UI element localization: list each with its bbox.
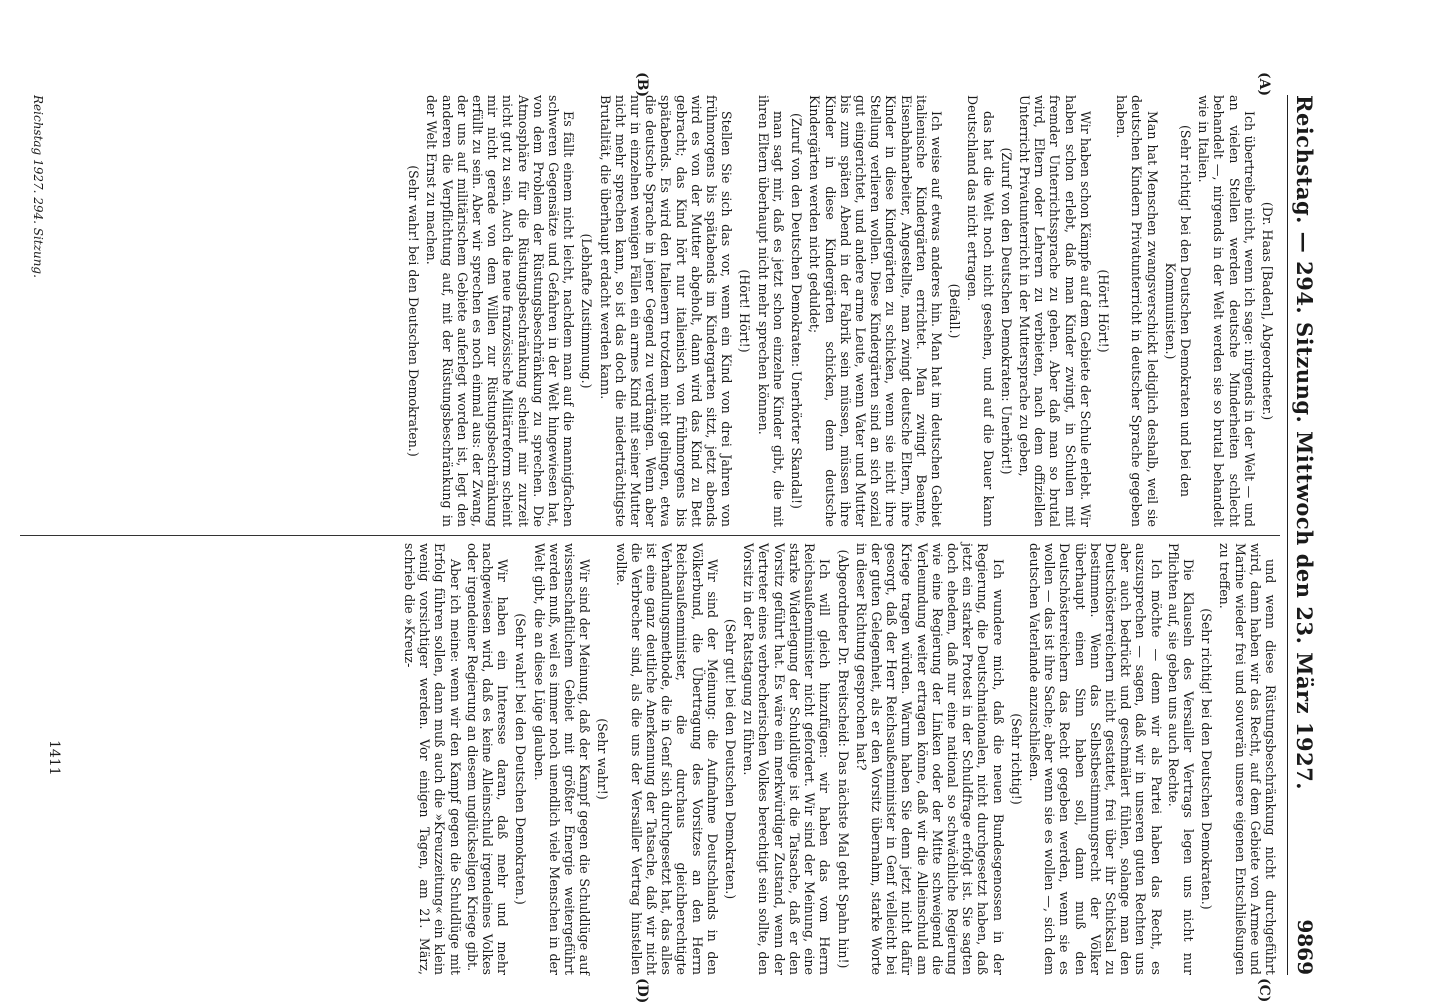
interjection: (Hört! Hört!): [1095, 269, 1111, 353]
paragraph: Wir haben ein Interesse daran, daß mehr und mehr nachgewiesen wird, daß es keine Alleinschuld irgendeines Volkes oder irgendeiner Regierung an diesem unglückseligen Kriege gibt.: [464, 543, 511, 975]
margin-letter-a: (A): [1256, 72, 1272, 97]
paragraph: Wir haben schon Kämpfe auf dem Gebiete der Schule erlebt. Wir haben schon erlebt, daß man Kinder zwingt, in Schulen mit fremder Unterrichtssprache zu gehen. Aber daß man so brutal wird, Eltern oder Lehrern zu verbieten, nach dem offiziellen Unterricht Privatunterricht in der Muttersprache zu geben,: [1016, 95, 1093, 527]
paragraph: Ich wundere mich, daß die neuen Bundesgenossen in der Regierung, die Deutschnationalen, nicht durchgesetzt haben, daß jetzt ein starker Protest in der Schuldfrage erfolgt ist. Sie sagten doch ehedem, daß nur eine national so schwächliche Regierung wie eine Regierung der Linken oder der Mitte schweigend die Verleumdung weiter ertragen könne, daß wir die Alleinschuld am Kriege tragen würden. Warum haben Sie denn jetzt nicht dafür gesorgt, daß der Herr Reichsaußenminister in Genf vielleicht bei der guten Gelegenheit, als er den Vorsitz übernahm, starke Worte in dieser Richtung gesprochen hat?: [853, 543, 1006, 975]
paragraph: Man hat Menschen zwangsverschickt lediglich deshalb, weil sie deutschen Kindern Privatunterricht in deutscher Sprache gegeben haben.: [1114, 95, 1160, 527]
interjection: (Lebhafte Zustimmung.): [579, 233, 595, 389]
page-footer: Reichstag 1927. 294. Sitzung.: [31, 95, 45, 278]
paragraph: Ich übertreibe nicht, wenn ich sage: nirgends in der Welt — und an vielen Stellen werden deutsche Minderheiten schlecht behandelt —, nirgends in der Welt werden sie so brutal behandelt wie in Italien.: [1196, 95, 1257, 527]
margin-letter-b: (B): [634, 72, 650, 98]
margin-letter-d: (D): [634, 978, 650, 1003]
interjection: (Sehr richtig!): [1008, 713, 1024, 805]
interjection: (Dr. Haas [Baden], Abgeordneter.): [1260, 201, 1275, 421]
interjection: (Sehr wahr! bei den Deutschen Demokraten.): [513, 613, 529, 905]
interjection: (Zuruf von den Deutschen Demokraten: Unerhörter Skandal!): [789, 113, 805, 509]
interjection: (Zuruf von den Deutschen Demokraten: Unerhört!): [998, 147, 1014, 475]
paragraph: Wir sind der Meinung, daß der Kampf gegen die Schuldlüge auf wissenschaftlichem Gebiet mit größter Energie weitergeführt werden muß, weil es immer noch unendlich viele Menschen in der Welt gibt, die an diese Lüge glauben.: [531, 543, 593, 975]
paragraph: und wenn diese Rüstungsbeschränkung nicht durchgeführt wird, dann haben wir das Recht, auf dem Gebiete von Armee und Marine wieder frei und souverän unsere eigenen Entschließungen zu treffen.: [1217, 543, 1278, 975]
paragraph: Ich möchte — denn wir als Partei haben das Recht, es auszusprechen — sagen, daß wir in unseren guten Rechten uns aber auch bedrückt und geschmälert fühlen, solange man den Deutschösterreichern nicht gestattet, frei über ihr Schicksal zu bestimmen. Wenn das Selbstbestimmungsrecht der Völker überhaupt einen Sinn haben soll, dann muß den Deutschösterreichern das Recht gegeben werden, wenn sie es wollen — das ist ihre Sache; aber wenn sie es wollen —, sich dem deutschen Vaterlande anzuschließen.: [1026, 543, 1164, 975]
margin-letter-c: (C): [1256, 978, 1272, 1003]
right-column: [400, 543, 1278, 975]
left-column: [403, 95, 1278, 527]
page-number: 9869: [1293, 919, 1317, 975]
paragraph: Ich will gleich hinzufügen: wir haben das vom Herrn Reichsaußenminister nicht gefordert. Wir sind der Meinung, eine starke Widerlegung der Schuldlüge ist die Tatsache, daß er den Vorsitz geführt hat. Es wäre ein merkwürdiger Zustand, wenn der Vertreter eines verbrecherischen Volkes berechtigt sein sollte, den Vorsitz in der Ratstagung zu führen.: [741, 543, 833, 975]
interjection: (Sehr gut! bei den Deutschen Demokraten.): [723, 618, 739, 900]
header-title: Reichstag. — 294. Sitzung. Mittwoch den 23. März 1927.: [1292, 95, 1318, 791]
interjection: (Sehr wahr! bei den Deutschen Demokraten.): [406, 165, 422, 457]
interjection: (Beifall.): [947, 283, 963, 339]
page-header: [1287, 95, 1322, 975]
folio-number: 1411: [46, 740, 62, 776]
interjection: (Sehr wahr!): [595, 718, 611, 800]
paragraph: Stellen Sie sich das vor, wenn ein Kind von drei Jahren von frühmorgens bis spätabends im Kindergarten sitzt, jetzt abends wird es von der Mutter abgeholt, dann wird das Kind zu Bett gebracht; das Kind hört nur italienisch von frühmorgens bis spätabends. Es wird den Italienern trotzdem nicht gelingen, etwa die deutsche Sprache in jener Gegend zu verdrängen. Wenn aber nur in einzelnen wenigen Fällen ein armes Kind mit seiner Mutter nicht mehr sprechen kann, so ist das doch die niederträchtigste Brutalität, die überhaupt erdacht werden kann.: [597, 95, 735, 527]
interjection: (Sehr richtig! bei den Deutschen Demokraten.): [1199, 608, 1215, 910]
paragraph: Ich weise auf etwas anderes hin. Man hat im deutschen Gebiet italienische Kindergärten errichtet. Man zwingt Beamte, Eisenbahnarbeiter, Angestellte, man zwingt deutsche Eltern, ihre Kinder in diese Kindergärten zu schicken, wenn sie nicht ihre Stellung verlieren wollen. Diese Kindergärten sind an sich sozial gut eingerichtet, und andere arme Leute, wenn Vater und Mutter bis zum späten Abend in der Fabrik sein müssen, müssen ihre Kinder in diese Kindergärten schicken, denn deutsche Kindergärten werden nicht geduldet;: [807, 95, 944, 527]
paragraph: man sagt mir, daß es jetzt schon einzelne Kinder gibt, die mit ihren Eltern überhaupt nicht mehr sprechen können.: [755, 95, 786, 527]
interjection: (Hört! Hört!): [737, 269, 753, 353]
paragraph: Wir sind der Meinung: die Aufnahme Deutschlands in den Völkerbund, die Übertragung des Vorsitzes an den Herrn Reichsaußenminister, die durchaus gleichberechtigte Verhandlungsmethode, die in Genf sich durchgesetzt hat, das alles ist eine ganz deutliche Anerkennung der Tatsache, daß wir nicht die Verbrecher sind, als die uns der Versailler Vertrag hinstellen wollte.: [613, 543, 720, 975]
paragraph: das hat die Welt noch nicht gesehen, und auf die Dauer kann Deutschland das nicht ertragen.: [965, 95, 996, 527]
paragraph: Es fällt einem nicht leicht, nachdem man auf die mannigfachen schweren Gegensätze und Gefahren in der Welt hingewiesen hat, von dem Problem der Rüstungsbeschränkung zu sprechen. Die Atmosphäre für die Rüstungsbeschränkung scheint mir zurzeit nicht gut zu sein. Auch die neue französische Militärreform scheint mir nicht gerade von dem Willen zur Rüstungsbeschränkung erfüllt zu sein. Aber wir sprechen es noch einmal aus: der Zwang, der uns auf militärischem Gebiete auferlegt worden ist, legt den anderen die Verpflichtung auf, mit der Rüstungsbeschränkung in der Welt Ernst zu machen.: [424, 95, 577, 527]
paragraph: Aber ich meine: wenn wir den Kampf gegen die Schuldlüge mit Erfolg führen sollen, dann muß auch die »Kreuzzeitung« ein klein wenig vorsichtiger werden. Vor einigen Tagen, am 21. März, schrieb die »Kreuz-: [402, 543, 463, 975]
column-divider: [20, 535, 1280, 536]
paragraph: Die Klauseln des Versailler Vertrags legen uns nicht nur Pflichten auf, sie geben uns auch Rechte.: [1165, 543, 1196, 975]
interjection: (Sehr richtig! bei den Deutschen Demokraten und bei den Kommunisten.): [1162, 125, 1193, 497]
interjection: (Abgeordneter Dr. Breitscheid: Das nächste Mal geht Spahn hin!): [835, 549, 851, 969]
